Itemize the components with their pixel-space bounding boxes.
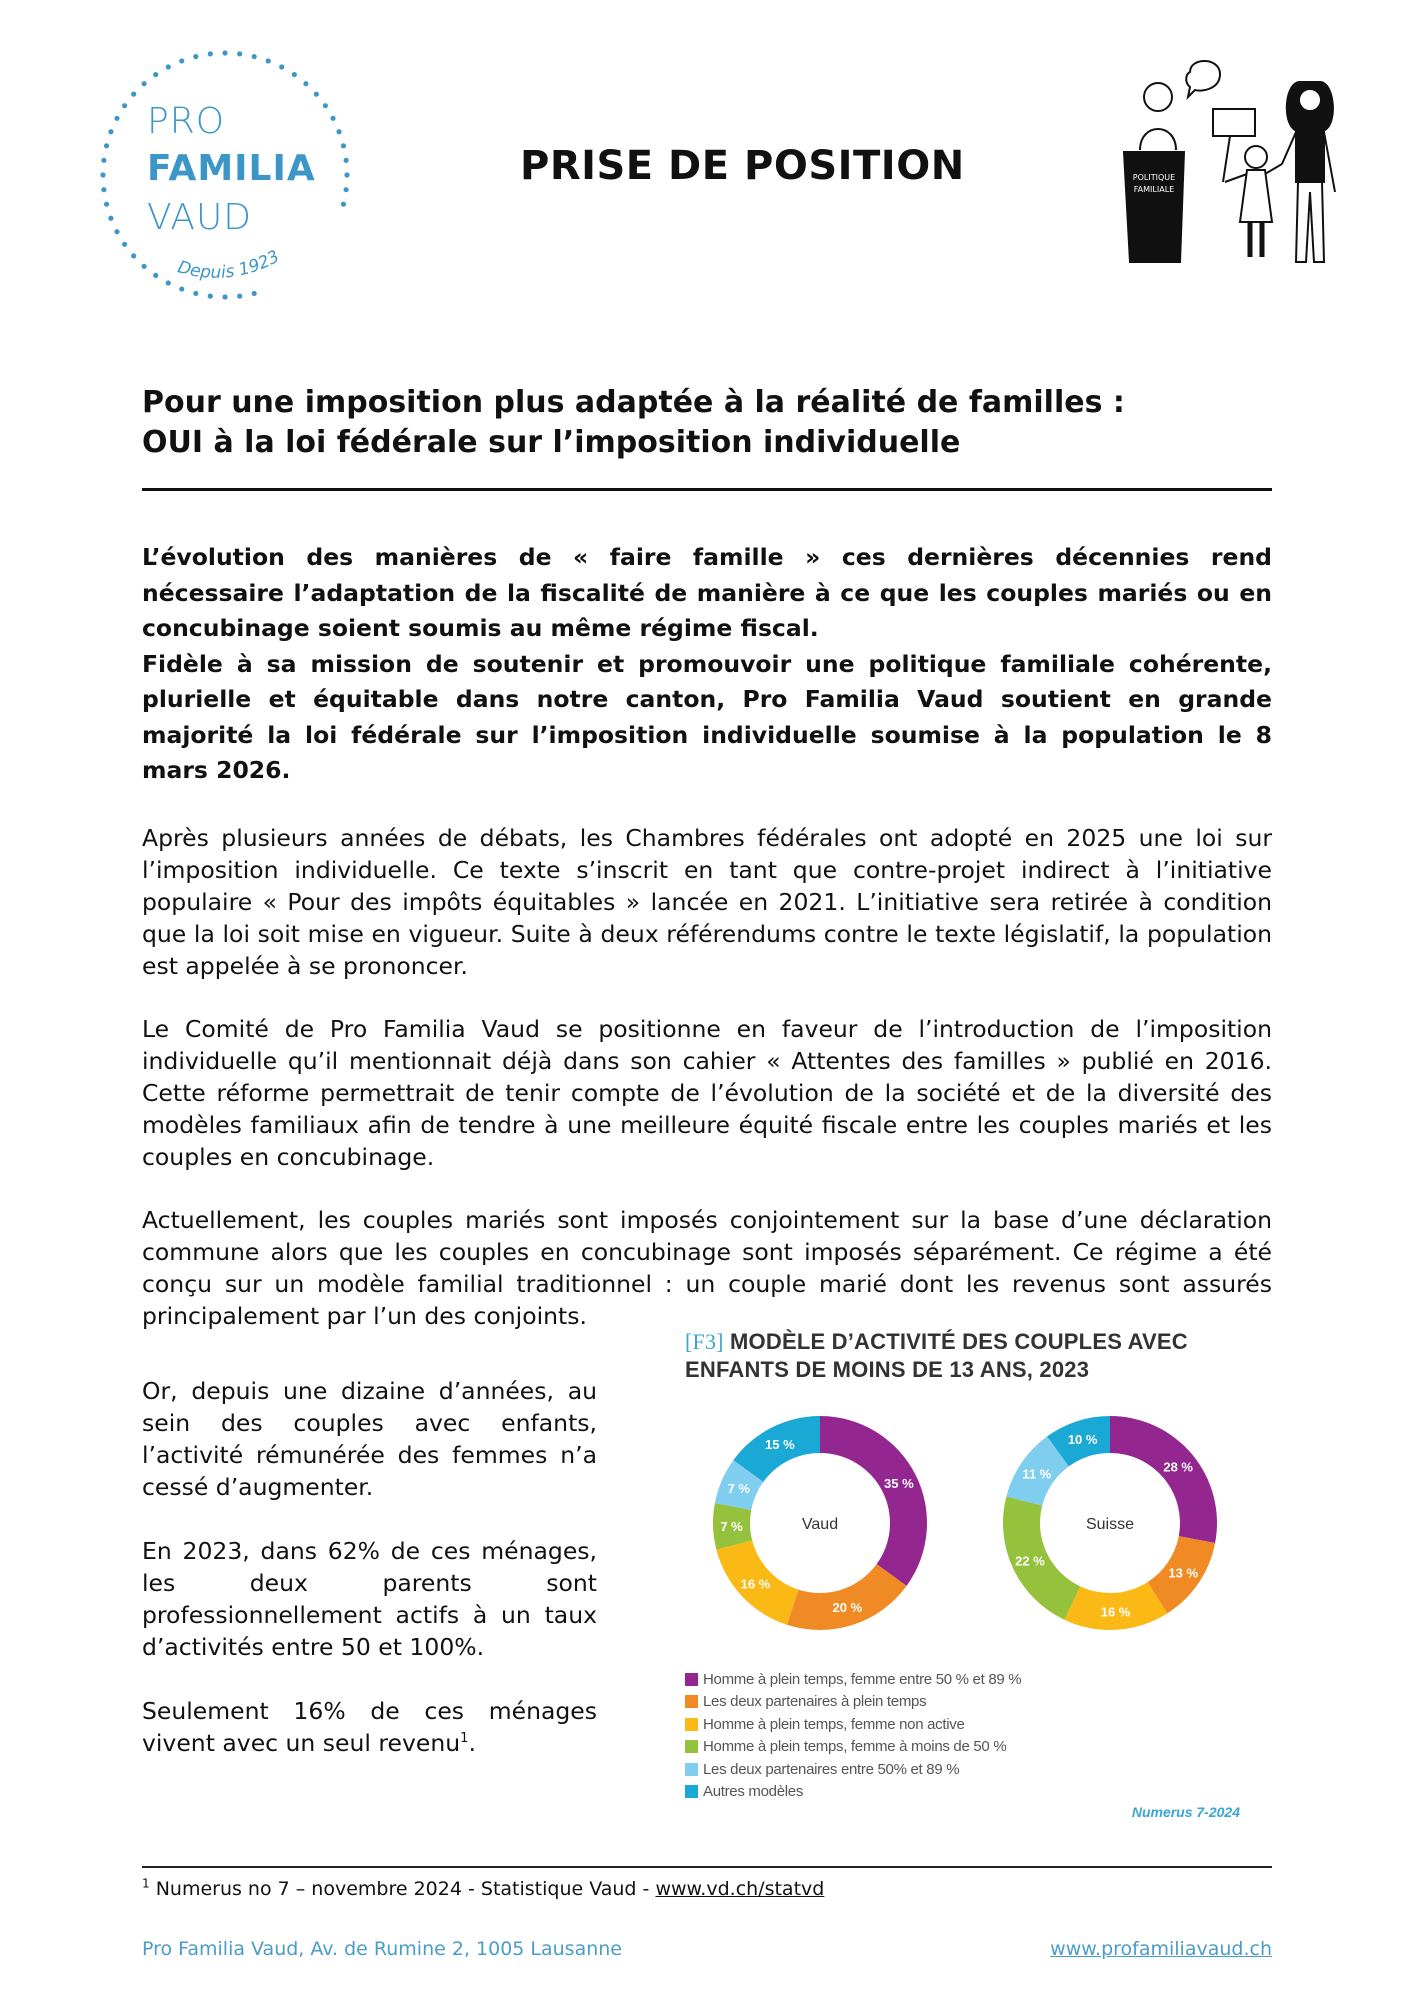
logo-text-vaud: VAUD <box>147 197 253 238</box>
logo-text-pro: PRO <box>147 101 226 142</box>
protest-sign <box>1213 109 1255 136</box>
donut-label-vaud-3: 7 % <box>720 1518 743 1534</box>
title-divider <box>142 488 1272 491</box>
legend-swatch <box>685 1695 698 1708</box>
donut-label-suisse-1: 13 % <box>1168 1565 1199 1581</box>
logo-text-familia: FAMILIA <box>147 148 316 189</box>
logo-dot <box>166 64 171 69</box>
legend-item <box>685 1758 1021 1781</box>
legend-item <box>685 1736 1021 1759</box>
legend-label: Homme à plein temps, femme à moins de 50 % <box>703 1738 1007 1756</box>
donut-slice-vaud-1 <box>787 1564 907 1630</box>
logo-dot <box>100 172 105 177</box>
logo-dot <box>292 72 297 77</box>
logo-dot <box>279 64 284 69</box>
lead-part-2: Fidèle à sa mission de soutenir et promouvoir une politique familiale cohérente, plurielle et équitable dans notre canton, Pro Familia Vaud soutient en grande majorité la loi fédérale sur l’imposition individuelle soumise à la population le 8 mars 2026. <box>142 649 1272 784</box>
footer-address: Pro Familia Vaud, Av. de Rumine 2, 1005 Lausanne <box>142 1938 623 1960</box>
logo-dot <box>193 291 198 296</box>
body-paragraph-1: Après plusieurs années de débats, les Chambres fédérales ont adopté en 2025 une loi sur l’imposition individuelle. Ce texte s’inscrit en tant que contre-projet indirect à l’initiative populaire « Pour des impôts équitables » lancée en 2021. L’initiative sera retirée à condition que la loi soit mise en vigueur. Suite à deux référendums contre le texte législatif, la population est appelée à se prononcer. <box>142 824 1272 980</box>
donut-center-label-vaud: Vaud <box>801 1516 839 1533</box>
chart-title-line-2: ENFANTS DE MOINS DE 13 ANS, 2023 <box>685 1357 1090 1382</box>
podium <box>1124 152 1184 262</box>
chart-source: Numerus 7-2024 <box>1131 1804 1240 1820</box>
logo-dot <box>314 91 319 96</box>
donut-label-suisse-2: 16 % <box>1100 1604 1131 1620</box>
donut-label-suisse-5: 10 % <box>1067 1431 1098 1447</box>
logo-dot <box>341 202 346 207</box>
donut-slice-vaud-0 <box>820 1416 927 1586</box>
legend-swatch <box>685 1740 698 1753</box>
body-paragraph-5: En 2023, dans 62% de ces ménages, les deux parents sont professionnellement actifs à un taux d’activités entre 50 et 100%. <box>142 1537 597 1661</box>
logo-dot <box>104 202 109 207</box>
lead-part-1: L’évolution des manières de « faire famille » ces dernières décennies rend nécessaire l’adaptation de la fiscalité de manière à ce que les couples mariés ou en concubinage soient soumis au même régime fiscal. <box>142 543 1272 642</box>
logo-dot <box>114 116 119 121</box>
body-paragraph-6: Seulement 16% de ces ménages vivent avec un seul revenu$^1$. <box>142 1697 597 1757</box>
chart-title <box>685 1328 1188 1384</box>
podium-label: POLITIQUE <box>1132 173 1176 182</box>
lead-paragraph <box>142 540 1272 789</box>
title-line-2: OUI à la loi fédérale sur l’imposition individuelle <box>142 425 961 460</box>
logo-dot <box>153 273 158 278</box>
legend-item <box>685 1691 1021 1714</box>
chart-title-line-1: MODÈLE D’ACTIVITÉ DES COUPLES AVEC <box>730 1329 1188 1354</box>
footnote-divider <box>142 1866 1272 1868</box>
footnote-link[interactable]: www.vd.ch/statvd <box>655 1878 825 1900</box>
speech-bubble-icon <box>1186 61 1220 97</box>
logo-dot <box>104 143 109 148</box>
legend-swatch <box>685 1673 698 1686</box>
logo-dot <box>179 286 184 291</box>
document-type-heading: PRISE DE POSITION <box>520 143 965 189</box>
pro-familia-logo <box>95 45 355 305</box>
logo-dot <box>237 51 242 56</box>
logo-dot <box>122 103 127 108</box>
legend-label: Les deux partenaires entre 50% et 89 % <box>703 1760 960 1778</box>
logo-dot <box>208 51 213 56</box>
legend-swatch <box>685 1718 698 1731</box>
logo-dot <box>101 187 106 192</box>
svg-text:FAMILIALE: FAMILIALE <box>1133 185 1175 194</box>
body-paragraph-2: Le Comité de Pro Familia Vaud se positionne en faveur de l’introduction de l’imposition individuelle qu’il mentionnait déjà dans son cahier « Attentes des familles » publié en 2016. Cette réforme permettrait de tenir compte de l’évolution de la société et de la diversité des modèles familiaux afin de tendre à une meilleure équité fiscale entre les couples mariés et les couples en concubinage. <box>142 1015 1272 1171</box>
donut-label-vaud-2: 16 % <box>740 1576 771 1592</box>
donut-label-vaud-0: 35 % <box>884 1475 914 1491</box>
body-paragraph-3: Actuellement, les couples mariés sont imposés conjointement sur la base d’une déclaration commune alors que les couples en concubinage sont imposés séparément. Ce régime a été conçu sur un modèle familial traditionnel : un couple marié dont les revenus sont assurés principalement par l’un des conjoints. <box>142 1206 1272 1330</box>
logo-dot <box>266 58 271 63</box>
logo-dot <box>323 103 328 108</box>
logo-dot <box>131 253 136 258</box>
logo-tagline: Depuis 1923 <box>175 246 283 283</box>
logo-dot <box>108 216 113 221</box>
logo-dot <box>114 229 119 234</box>
body-paragraph-4: Or, depuis une dizaine d’années, au sein des couples avec enfants, l’activité rémunérée des femmes n’a cessé d’augmenter. <box>142 1377 597 1501</box>
legend-swatch <box>685 1763 698 1776</box>
logo-dot <box>122 242 127 247</box>
logo-dot <box>336 129 341 134</box>
legend-swatch <box>685 1785 698 1798</box>
logo-dot <box>208 294 213 299</box>
donut-charts <box>680 1393 1270 1663</box>
footnote <box>142 1878 824 1900</box>
chart-figure-label: [F3] <box>685 1329 724 1354</box>
paragraph-6-text: Seulement 16% de ces ménages vivent avec un seul revenu <box>142 1697 597 1757</box>
logo-dot <box>222 50 227 55</box>
logo-dot <box>153 72 158 77</box>
speaker-head <box>1144 83 1172 111</box>
adult-head <box>1299 89 1321 111</box>
legend-item <box>685 1668 1021 1691</box>
logo-dot <box>141 81 146 86</box>
logo-dot <box>108 129 113 134</box>
family-policy-illustration <box>1110 52 1350 282</box>
logo-dot <box>166 280 171 285</box>
logo-dot <box>237 294 242 299</box>
footer-website-link[interactable]: www.profamiliavaud.ch <box>1050 1938 1272 1960</box>
donut-center-label-suisse: Suisse <box>1085 1516 1135 1533</box>
logo-dot <box>222 294 227 299</box>
activity-model-chart <box>680 1328 1270 1828</box>
chart-legend <box>685 1668 1021 1803</box>
document-title <box>142 383 1272 463</box>
donut-label-vaud-4: 7 % <box>727 1480 750 1496</box>
legend-item <box>685 1781 1021 1804</box>
logo-dot <box>193 54 198 59</box>
logo-dot <box>341 143 346 148</box>
footnote-text: Numerus no 7 – novembre 2024 - Statistique Vaud - <box>155 1878 656 1900</box>
footnote-reference[interactable]: 1 <box>460 1731 469 1747</box>
legend-label: Les deux partenaires à plein temps <box>703 1693 927 1711</box>
title-line-1: Pour une imposition plus adaptée à la réalité de familles : <box>142 385 1125 420</box>
logo-dot <box>131 91 136 96</box>
logo-dot <box>252 54 257 59</box>
legend-label: Homme à plein temps, femme non active <box>703 1715 965 1733</box>
donut-label-suisse-3: 22 % <box>1015 1553 1045 1569</box>
logo-dot <box>344 158 349 163</box>
logo-dot <box>141 264 146 269</box>
logo-dot <box>330 116 335 121</box>
donut-label-vaud-5: 15 % <box>765 1437 795 1453</box>
logo-dot <box>344 187 349 192</box>
legend-label: Homme à plein temps, femme entre 50 % et 89 % <box>703 1670 1022 1688</box>
logo-dot <box>344 172 349 177</box>
logo-dot <box>303 81 308 86</box>
logo-dot <box>252 291 257 296</box>
child-head <box>1245 146 1267 168</box>
legend-item <box>685 1713 1021 1736</box>
donut-label-suisse-4: 11 % <box>1022 1466 1052 1482</box>
logo-dot <box>101 158 106 163</box>
donut-label-vaud-1: 20 % <box>832 1600 863 1616</box>
legend-label: Autres modèles <box>703 1783 804 1801</box>
footnote-marker: 1 <box>142 1876 150 1891</box>
donut-label-suisse-0: 28 % <box>1163 1459 1194 1475</box>
logo-dot <box>179 58 184 63</box>
